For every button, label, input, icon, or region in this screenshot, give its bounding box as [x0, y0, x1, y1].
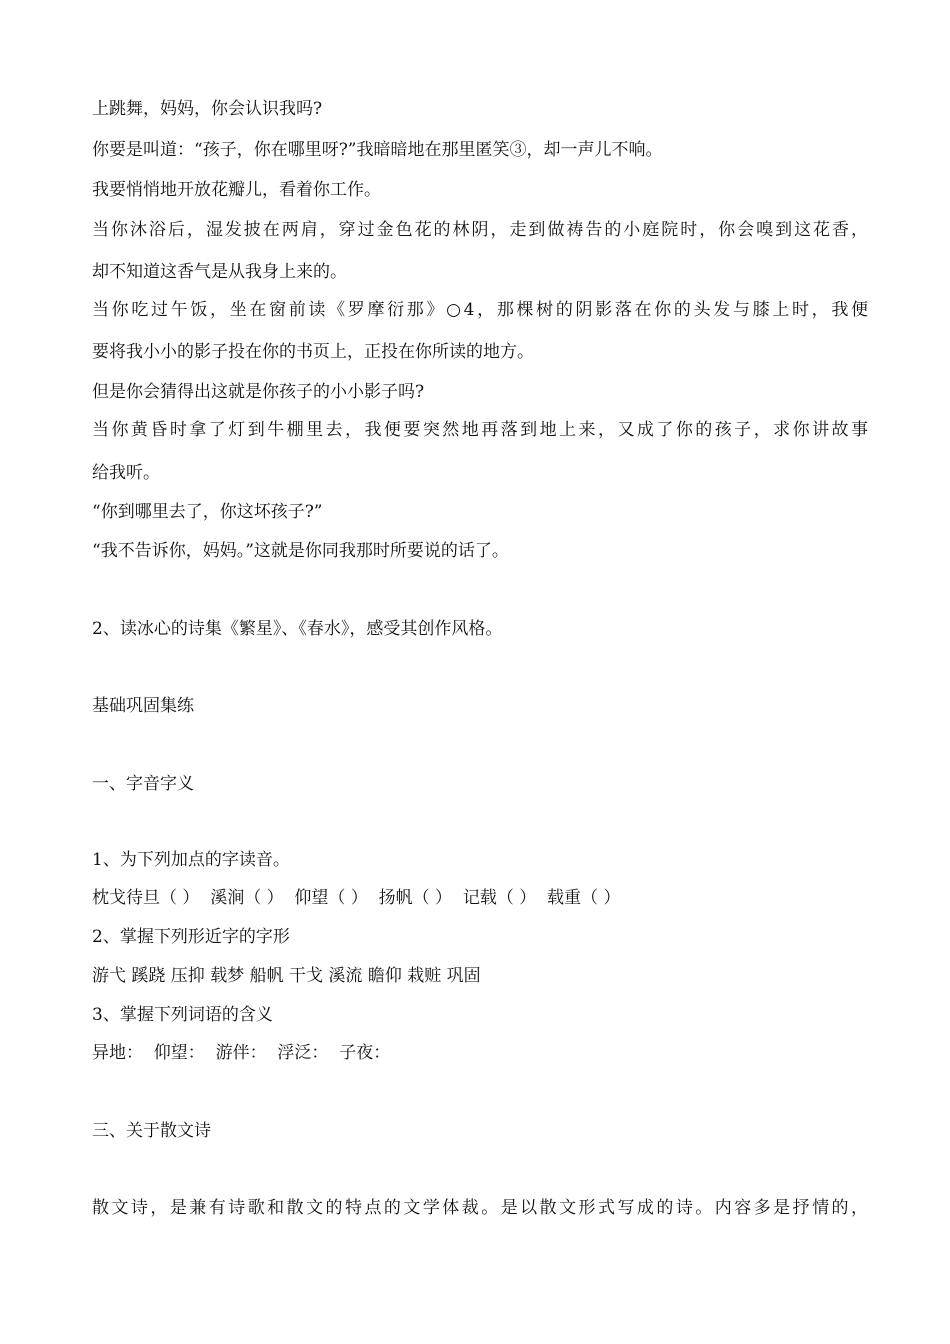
part3-title: 三、关于散文诗 — [92, 1121, 211, 1141]
q1-items: 枕戈待旦（ ） 溪涧（ ） 仰望（ ） 扬帆（ ） 记载（ ） 载重（ ） — [92, 888, 621, 908]
poem-line-1: 上跳舞，妈妈，你会认识我吗? — [92, 99, 323, 119]
poem-line-5: 却不知道这香气是从我身上来的。 — [92, 262, 347, 282]
reading-task: 2、读冰心的诗集《繁星》、《春水》，感受其创作风格。 — [92, 619, 503, 639]
poem-line-4: 当你沐浴后，湿发披在两肩，穿过金色花的林阴，走到做祷告的小庭院时，你会嗅到这花香， — [92, 220, 868, 240]
poem-line-8: 但是你会猜得出这就是你孩子的小小影子吗? — [92, 382, 425, 402]
q1-title: 1、为下列加点的字读音。 — [92, 850, 290, 870]
q2-title: 2、掌握下列形近字的字形 — [92, 927, 290, 947]
poem-line-12: “我不告诉你，妈妈。”这就是你同我那时所要说的话了。 — [92, 541, 509, 561]
q3-items: 异地： 仰望： 游伴： 浮泛： 子夜： — [92, 1043, 391, 1063]
poem-line-6: 当你吃过午饭，坐在窗前读《罗摩衍那》○4，那棵树的阴影落在你的头发与膝上时，我便 — [92, 300, 868, 320]
poem-line-2: 你要是叫道：“孩子，你在哪里呀?”我暗暗地在那里匿笑③，却一声儿不响。 — [92, 140, 663, 160]
poem-line-9: 当你黄昏时拿了灯到牛棚里去，我便要突然地再落到地上来，又成了你的孩子，求你讲故事 — [92, 420, 868, 440]
part1-title: 一、字音字义 — [92, 774, 194, 794]
poem-line-7: 要将我小小的影子投在你的书页上，正投在你所读的地方。 — [92, 342, 534, 362]
poem-line-3: 我要悄悄地开放花瓣儿，看着你工作。 — [92, 180, 381, 200]
poem-line-10: 给我听。 — [92, 463, 160, 483]
q3-title: 3、掌握下列词语的含义 — [92, 1005, 273, 1025]
section-title: 基础巩固集练 — [92, 696, 194, 716]
q2-items: 游弋 蹊跷 压抑 载梦 船帆 干戈 溪流 瞻仰 栽赃 巩固 — [92, 966, 481, 986]
part3-text: 散文诗，是兼有诗歌和散文的特点的文学体裁。是以散文形式写成的诗。内容多是抒情的， — [92, 1198, 868, 1218]
poem-line-11: “你到哪里去了，你这坏孩子?” — [92, 502, 323, 522]
